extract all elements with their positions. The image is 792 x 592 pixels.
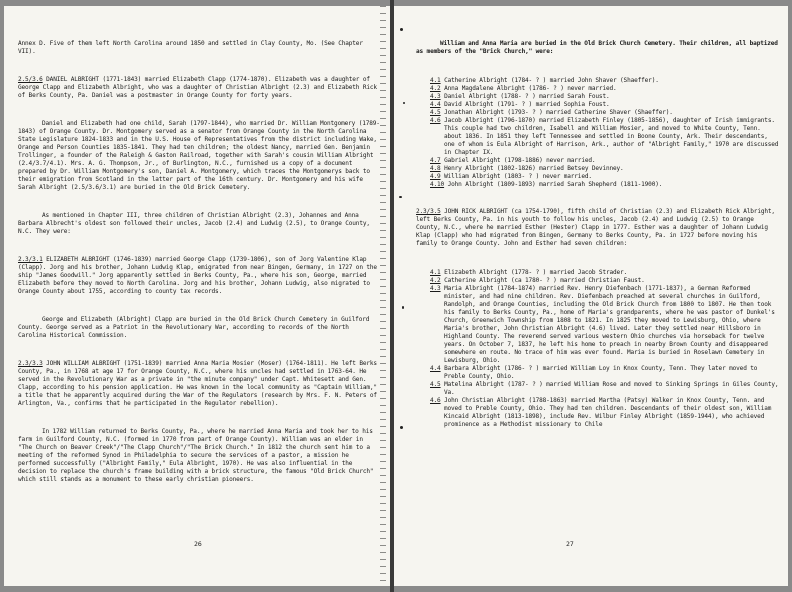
list-item-ref: 4.3 bbox=[430, 93, 441, 100]
left-ref-6: 2.3/3.3 bbox=[18, 360, 43, 367]
left-para-1 bbox=[18, 76, 380, 100]
list-item-ref: 4.4 bbox=[430, 365, 441, 372]
list-item-text: Catherine Albright (1784- ? ) married John Shaver (Shaeffer). bbox=[444, 77, 659, 84]
list-item-text: David Albright (1791- ? ) married Sophia Foust. bbox=[444, 101, 610, 108]
left-para-6-text: JOHN WILLIAM ALBRIGHT (1751-1839) married Anna Maria Mosier (Moser) (1764-1811). He left Berks County, Pa., in 1768 at age 17 for Orange County, N.C., where his uncles had settled in 1763-64. He served in the Revolutionary War as a private in "the minute company" under Capt. Whitesett and Gen. Clapp, according to his pension application. He was known in the local community as "Captain William," a title that he apparently acquired during the War of the Regulators (research by Mrs. F. N. Peters of Arlington, Va., confirms that he participated in the Regulator rebellion). bbox=[18, 360, 381, 407]
list-item-text: Jonathan Albright (1793- ? ) married Catherine Shaver (Shaeffer). bbox=[444, 109, 673, 116]
left-para-2: Daniel and Elizabeth had one child, Sarah (1797-1844), who married Dr. William Montgomery (1789-1843) of Orange County. Dr. Montgomery served as a senator from Orange County in the North Carolina State Legislature 1824-1833 and in the U.S. House of Representatives from the district including Wake, Orange and Person Counties 1835-1841. They had ten children; the oldest Nancy, married Gen. Benjamin Trollinger, a founder of the Raleigh & Gaston Railroad, together with Sarah's cousin William Albright (2.4/3.7/4.1). Mrs. A. G. Thompson, Jr., of Burlington, N.C., furnished us a copy of a document prepared by Dr. William Montgomery's son, Daniel A. Montgomery, which traces the Montgomerys back to their emigration from Scotland in the latter part of the 16th century. Dr. Montgomery and his wife Sarah Albright (2.5/3.6/3.1) are buried in the Old Brick Cemetery. bbox=[18, 120, 381, 191]
list-item-text: Gabriel Albright (1798-1886) never married. bbox=[444, 157, 596, 164]
list-item bbox=[416, 165, 780, 173]
list-item-text: Henry Albright (1802-1826) married Betsey Devinney. bbox=[444, 165, 624, 172]
binding-holes bbox=[380, 6, 386, 586]
scan-speck bbox=[400, 28, 403, 31]
list-item bbox=[416, 93, 780, 101]
list-item-ref: 4.7 bbox=[430, 157, 441, 164]
left-para-0: Annex D. Five of them left North Carolina around 1850 and settled in Clay County, Mo. (See Chapter VII). bbox=[18, 40, 367, 55]
list-item bbox=[416, 85, 780, 93]
left-ref-4: 2.3/3.1 bbox=[18, 256, 43, 263]
left-para-4-text: ELIZABETH ALBRIGHT (1746-1839) married George Clapp (1739-1806), son of Jorg Valentine Klap (Clapp). Jorg and his brother, Johann Ludwig Klap, emigrated from near Bingen, Germany, in 1727 on the ship "James Goodwill." Jorg apparently settled in Berks County, Pa., where his son, George, married Elizabeth before they moved to North Carolina. Jorg and his brother, Johann Ludwig, also migrated to Orange County about 1755, according to county tax records. bbox=[18, 256, 381, 295]
list-item bbox=[416, 277, 780, 285]
right-intro: William and Anna Maria are buried in the Old Brick Church Cemetery. Their children, all baptized as members of the "Brick Church," were: bbox=[416, 40, 782, 55]
list-item-ref: 4.1 bbox=[430, 269, 441, 276]
scan-speck bbox=[399, 196, 402, 198]
list-item-ref: 4.5 bbox=[430, 381, 441, 388]
list-item-text: Barbara Albright (1786- ? ) married William Loy in Knox County, Tenn. They later moved to Preble County, Ohio. bbox=[444, 365, 761, 380]
list-item bbox=[416, 101, 780, 109]
list-item-ref: 4.6 bbox=[430, 117, 441, 124]
list-item-text: Matelina Albright (1787- ? ) married William Rose and moved to Sinking Springs in Giles County, Va. bbox=[444, 381, 782, 396]
scan-speck bbox=[400, 426, 403, 429]
list-item-ref: 4.3 bbox=[430, 285, 441, 292]
scan-speck bbox=[403, 102, 405, 104]
list-item-ref: 4.5 bbox=[430, 109, 441, 116]
list-item-text: John Albright (1809-1893) married Sarah Shepherd (1811-1900). bbox=[447, 181, 663, 188]
right-page bbox=[394, 6, 788, 586]
list-item-text: Elizabeth Albright (1778- ? ) married Jacob Strader. bbox=[444, 269, 628, 276]
list-item bbox=[416, 381, 780, 397]
left-para-5: George and Elizabeth (Albright) Clapp are buried in the Old Brick Church Cemetery in Guilford County. George served as a Patriot in the Revolutionary War, according to records of the North Carolina Historical Commission. bbox=[18, 316, 373, 339]
left-para-3: As mentioned in Chapter III, three children of Christian Albright (2.3), Johannes and Anna Barbara Albrecht's oldest son followed their uncles, Jacob (2.4) and Ludwig (2.5), to Orange County, N.C. They were: bbox=[18, 212, 374, 235]
list-item-ref: 4.2 bbox=[430, 277, 441, 284]
list-item-text: Maria Albright (1784-1874) married Rev. Henry Diefenbach (1771-1837), a German Reformed minister, and had nine children. Rev. Diefenbach preached at several churches in Guilford, Randolph, and Orange Counties, including the Old Brick Church from 1800 to 1807. He then took his family to Berks County, Pa., home of Maria's grandparents, where he was pastor of Dunkel's Church, Greenwich Township from 1808 to 1821. In 1825 they moved to Lewisburg, Ohio, where Maria's brother, John Christian Albright (4.6) lived. Later they settled near Hillsboro in Highland County. The reverend served various western Ohio churches via horseback for twelve years. On October 7, 1837, he left his home to preach in nearby Brown County and disappeared somewhere en route. No trace of him was ever found. Maria is buried in Roselawn Cemetery in Lewisburg, Ohio. bbox=[444, 285, 779, 364]
left-ref-1: 2.5/3.6 bbox=[18, 76, 43, 83]
right-para-2-text: JOHN RICK ALBRIGHT (ca 1754-1790), fifth child of Christian (2.3) and Elizabeth Rick Albright, left Berks County, Pa. in his youth to follow his uncles, Jacob (2.4) and Ludwig (2.5) to Orange County, N.C., where he married Esther (Hester) Clapp in 1777. Esther was a daughter of Johann Ludwig Klap (Clapp) who had migrated from Bingen, Germany to Berks County, Pa. in 1727 before moving his family to Orange County. John and Esther had seven children: bbox=[416, 208, 779, 247]
left-para-6 bbox=[18, 360, 380, 408]
list-item-ref: 4.6 bbox=[430, 397, 441, 404]
list-item-ref: 4.1 bbox=[430, 77, 441, 84]
list-item bbox=[416, 285, 780, 365]
right-page-number: 27 bbox=[566, 540, 574, 548]
list-item bbox=[416, 397, 780, 429]
left-para-1-text: DANIEL ALBRIGHT (1771-1843) married Elizabeth Clapp (1774-1870). Elizabeth was a daughter of George Clapp and Elizabeth Albright, who was a daughter of Christian Albright (2.3) and Elizabeth Rick of Berks County, Pa. Daniel was a postmaster in Orange County for forty years. bbox=[18, 76, 381, 99]
right-para-2 bbox=[416, 208, 780, 248]
list-item-text: Daniel Albright (1788- ? ) married Sarah Foust. bbox=[444, 93, 610, 100]
children-list-william bbox=[416, 77, 780, 189]
list-item-ref: 4.8 bbox=[430, 165, 441, 172]
list-item bbox=[416, 117, 780, 157]
right-text-column bbox=[416, 24, 780, 448]
list-item bbox=[416, 157, 780, 165]
left-para-4 bbox=[18, 256, 380, 296]
list-item bbox=[416, 181, 780, 189]
right-ref-2: 2.3/3.5 bbox=[416, 208, 441, 215]
left-para-7: In 1782 William returned to Berks County, Pa., where he married Anna Maria and took her to his farm in Guilford County, N.C. (formed in 1770 from part of Orange County). William was an elder in "The Church on Beaver Creek"/"The Clapp Church"/"The Brick Church." In 1812 the church sent him to a meeting of the reformed Synod in Philadelphia to secure the services of a pastor, a mission he performed successfully ("Albright Family," Eula Albright, 1970). He was also influential in the decision to replace the church's frame building with a brick structure, the famous "Old Brick Church" which still stands as a monument to these early christian pioneers. bbox=[18, 428, 377, 483]
list-item-text: John Christian Albright (1788-1863) married Martha (Patsy) Walker in Knox County, Tenn. and moved to Preble County, Ohio. They had ten children. Descendants of their oldest son, William Kincaid Albright (1813-1898), include Rev. Wilbur Finley Albright (1859-1944), who achieved prominence as a Methodist missionary to Chile bbox=[444, 397, 775, 428]
list-item bbox=[416, 365, 780, 381]
list-item-ref: 4.9 bbox=[430, 173, 441, 180]
list-item-text: William Albright (1803- ? ) never married. bbox=[444, 173, 592, 180]
left-page bbox=[4, 6, 390, 586]
left-text-column bbox=[18, 24, 380, 504]
list-item-ref: 4.10 bbox=[430, 181, 445, 188]
list-item-text: Anna Magdalene Albright (1786- ? ) never married. bbox=[444, 85, 617, 92]
list-item bbox=[416, 77, 780, 85]
list-item bbox=[416, 269, 780, 277]
scan-speck bbox=[402, 306, 404, 309]
list-item-ref: 4.2 bbox=[430, 85, 441, 92]
list-item-ref: 4.4 bbox=[430, 101, 441, 108]
list-item bbox=[416, 173, 780, 181]
children-list-john-rick bbox=[416, 269, 780, 429]
list-item-text: Jacob Albright (1796-1870) married Elizabeth Finley (1805-1856), daughter of Irish immigrants. This couple had two children, Isabell and William Mosier, and moved to White County, Tenn. about 1836. In 1851 they left Tennessee and settled in Boone County, Ark. Their descendants, one of whom is Eula Albright of Harrison, Ark., author of "Albright Family," 1970 are discussed in Chapter IX. bbox=[444, 117, 782, 156]
left-page-number: 26 bbox=[194, 540, 202, 548]
list-item bbox=[416, 109, 780, 117]
list-item-text: Catherine Albright (ca 1780- ? ) married Christian Faust. bbox=[444, 277, 645, 284]
